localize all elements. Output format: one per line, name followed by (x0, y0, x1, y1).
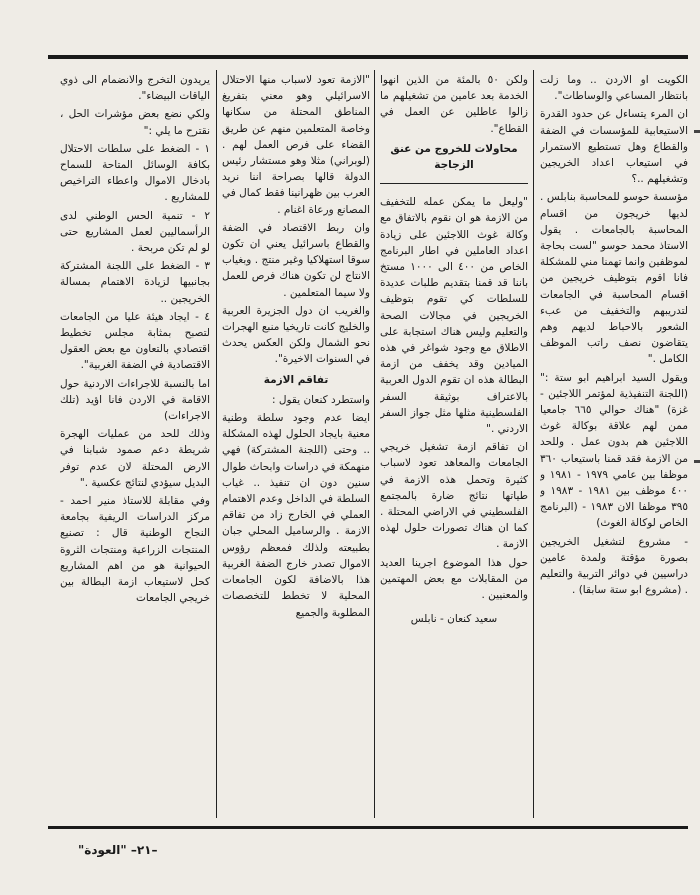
column-4-paragraph-1: يريدون التخرج والانضمام الى ذوي الياقات البيضاء". (60, 74, 210, 103)
page-footer-label: –٢١– "العودة" (78, 843, 158, 857)
column-1-paragraph-3: مؤسسة حوسو للمحاسبة بنابلس . لديها خريجون من اقسام المحاسبة بالجامعات . يقول الاستاذ محمد حوسو "لست بحاجة لموظفين وانما تهمنا مني للمشكلة فانا اقوم بتوظيف خريجين من اقسام المحاسبة في الجامعات لتدريبهم والتخفيف من عبء الشعور بالاحباط لديهم وهم يتقاضون نصف راتب الموظف الكامل ." (540, 191, 688, 366)
column-4-paragraph-5: وفي مقابلة للاستاذ منير احمد - مركز الدراسات الريفية بجامعة النجاح الوطنية قال : تصنيع المنتجات الزراعية ومنتجات الثروة الحيوانية هو من اهم المشاريع كحل لاستيعاب ازمة البطالة بين خريجي الجامعات (60, 495, 210, 605)
column-divider (216, 70, 217, 818)
column-3-paragraph-3: والغريب ان دول الجزيرة العربية والخليج كانت تاريخيا منبع الهجرات نحو الشمال ولكن العكس يحدث في السنوات الاخيرة". (222, 304, 370, 366)
author-signature: سعيد كنعان - نابلس (410, 613, 498, 626)
article-column-2 (380, 72, 528, 824)
column-4-item-2: ٢ - تنمية الحس الوطني لدى الرأسماليين لعمل المشاريع حتى لو لم تكن مربحة . (60, 209, 210, 255)
article-column-3 (222, 72, 370, 824)
section-heading-bottleneck: محاولات للخروج من عنق الزجاجة (390, 142, 518, 172)
column-1-paragraph-1: الكويت او الاردن .. وما زلت بانتظار المساعي والوساطات". (540, 74, 688, 103)
column-3-paragraph-1: "الازمة تعود لاسباب منها الاحتلال الاسرائيلي وهو معني بتفريغ المناطق المحتلة من سكانها وخاصة المتعلمين منهم عن طريق القضاء على فرص العمل لهم . (لوبراني) مثلا وهو مستشار رئيس الدولة قالها بصراحة اننا نريد العرب بين ظهرانينا فقط كمال في المصانع ورعاة اغنام . (222, 74, 370, 216)
column-1-paragraph-4: ويقول السيد ابراهيم ابو ستة :" (اللجنة التنفيذية لمؤتمر اللاجئين - غزة) "هناك حوالي ٦٦٥ جامعيا ممن لهم علاقة بوكالة غوث اللاجئين هم بدون عمل . وللحد من الازمة فقد قمنا باستيعاب ٣٦٠ موظفا بين عامي ١٩٧٩ - ١٩٨١ و ٤٠٠ موظف بين ١٩٨١ - ١٩٨٣ و ٣٩٥ موظفا الان ١٩٨٣ - (البرنامج الخاص لوكالة الغوث) (540, 371, 688, 530)
column-divider (374, 70, 375, 818)
column-4-item-3: ٣ - الضغط على اللجنة المشتركة بجانبيها لزيادة الاهتمام بمسالة الخريجين .. (60, 260, 210, 305)
section-heading-crisis: تفاقم الازمة (263, 373, 329, 386)
top-rule (48, 55, 688, 59)
column-4-item-4: ٤ - ايجاد هيئة عليا من الجامعات لتصبح بمثابة مجلس تخطيط اقتصادي بالتعاون مع بعض العقول الاقتصادية في الضفة الغربية". (60, 310, 210, 372)
margin-mark (694, 460, 700, 463)
column-4-paragraph-3: اما بالنسبة للاجراءات الاردنية حول الاقامة في الاردن فانا اؤيد (تلك الاجراءات) (60, 377, 210, 423)
column-2-top-paragraph: ولكن ٥٠ بالمئة من الذين انهوا الخدمة بعد عامين من تشغيلهم ما زالوا عاطلين عن العمل في القطاع". (380, 74, 528, 135)
article-column-1 (540, 72, 688, 824)
column-3-paragraph-5: ايضا عدم وجود سلطة وطنية معنية بايجاد الحلول لهذه المشكلة .. وحتى (اللجنة المشتركة) فهي منهمكة في دراسات وابحاث طوال سنين دون ان تنفيذ .. غياب السلطة في الداخل وعدم الاهتمام العملي في الخارج زاد من تفاقم الازمة . والرساميل المحلي جبان بطبيعته ولذلك فمعظم رؤوس الاموال تصدر خارج الضفة الغربية هذا بالاضافة لكون الجامعات المحلية لا تخطط للتخصصات المطلوبة والجميع (222, 412, 370, 619)
margin-mark (694, 130, 700, 133)
column-3-paragraph-4: واستطرد كنعان يقول : (271, 393, 370, 406)
column-1-paragraph-2: ان المرء يتساءل عن حدود القدرة الاستيعابية للمؤسسات في الضفة والقطاع وهل تستطيع الاستمرار في استيعاب اعداد الخريجين وتشغيلهم ..؟ (540, 108, 688, 186)
bottom-rule (48, 826, 688, 829)
column-1-paragraph-5: - مشروع لتشغيل الخريجين بصورة مؤقتة ولمدة عامين دراسيين في دوائر التربية والتعليم . (مشروع ابو ستة سابقا) . (540, 535, 688, 597)
column-3-paragraph-2: وان ربط الاقتصاد في الضفة والقطاع باسرائيل يعني ان تكون سوقا استهلاكيا وغير منتج . وبغياب الانتاج لن تكون هناك فرص للعمل ولا سيما المتعلمين . (222, 221, 370, 299)
quote-box (380, 183, 528, 627)
column-4-paragraph-2: ولكي نضع بعض مؤشرات الحل ، نقترح ما يلي :" (60, 108, 210, 137)
column-2-paragraph-1: "وليعل ما يمكن عمله للتخفيف من الازمة هو ان نقوم بالاتفاق مع وكالة غوث اللاجئين على زيادة اعداد العاملين في اطار البرنامج الخاص من ٤٠٠ الى ١٠٠٠ مستخ باننا قد قمنا بتقديم طلبات عديدة للسلطات كي تقوم بتوظيف الخريجين في مجالات الصحة والتعليم وليس هناك استجابة على الاطلاق مع وجود شواغر في هذه الميادين وقد يخفف من ازمة البطالة هذه ان تقوم الدول العربية بالاعتراف بوثيقة السفر الفلسطينية مثلها مثل جواز السفر الاردني ." (380, 196, 528, 436)
column-4-paragraph-4: وذلك للحد من عمليات الهجرة شريطة دعم صمود شبابنا في الارض المحتلة لان عدم توفر البديل سيؤدي لنتائج عكسية ." (60, 428, 210, 489)
column-4-item-1: ١ - الضغط على سلطات الاحتلال بكافة الوسائل المتاحة للسماح بادخال الاموال واعطاء التراخيص للمشاريع . (60, 142, 210, 204)
article-column-4 (60, 72, 210, 824)
column-2-paragraph-3: حول هذا الموضوع اجرينا العديد من المقابلات مع بعض المهتمين والمعنيين . (380, 556, 528, 602)
column-divider (533, 70, 534, 818)
column-2-paragraph-2: ان تفاقم ازمة تشغيل خريجي الجامعات والمعاهد تعود لاسباب كثيرة وتحمل هذه الازمة في طياتها نتائج ضارة بالمجتمع الفلسطيني في الاراضي المحتلة . كما ان هناك تصورات حلول لهذه الازمة . (380, 441, 528, 551)
